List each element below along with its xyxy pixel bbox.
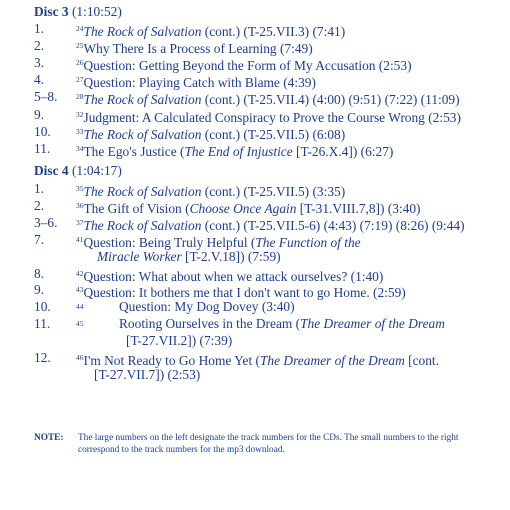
italic-title: Choose Once Again <box>189 200 297 216</box>
track-text: [T-2.V.18]) (7:59) <box>181 248 281 264</box>
track-text: Judgment: A Calculated Conspiracy to Prove the Course Wrong (2:53) <box>83 109 461 125</box>
cd-track-number: 1. <box>34 21 45 36</box>
track-text: Question: Being Truly Helpful ( <box>83 234 256 250</box>
note-text: The large numbers on the left designate the track numbers for the CDs. The small numbers to the right correspond to the track numbers for the mp3 download. <box>78 433 459 455</box>
track-text: Question: My Dog Dovey (3:40) <box>119 299 295 315</box>
track-title <box>76 141 393 160</box>
track-text: The Ego's Justice ( <box>83 143 185 159</box>
mp3-track-number: 24 <box>76 24 84 33</box>
track-text: (cont.) (T-25.VII.3) (7:41) <box>201 24 346 39</box>
italic-title: The Rock of Salvation <box>83 92 202 108</box>
cd-track-number: 10. <box>34 299 51 315</box>
cd-track-number: 3–6. <box>34 214 58 230</box>
track-text: [T-31.VIII.7,8]) (3:40) <box>296 200 421 216</box>
disc-3-duration: (1:10:52) <box>71 4 122 19</box>
disc-4-duration: (1:04:17) <box>71 163 122 178</box>
mp3-track-number: 33 <box>76 126 84 136</box>
disc-3-heading <box>34 4 122 20</box>
mp3-track-number: 41 <box>76 234 84 244</box>
mp3-track-number: 26 <box>76 58 84 68</box>
italic-title: The Rock of Salvation <box>83 24 202 39</box>
cd-track-number: 8. <box>34 265 45 281</box>
cd-track-number: 5–8. <box>34 89 58 105</box>
track-text: [T-27.VII.7]) (2:53) <box>94 366 201 382</box>
disc-4-heading <box>34 163 122 179</box>
mp3-track-number: 44 <box>76 302 84 312</box>
track-text: The Gift of Vision ( <box>83 200 190 216</box>
italic-title: The Function of the <box>255 234 361 250</box>
track-title-continuation <box>97 249 281 265</box>
track-text: Rooting Ourselves in the Dream ( <box>119 316 301 332</box>
disc-4-label: Disc 4 <box>34 163 69 178</box>
italic-title: The Dreamer of the Dream <box>259 353 405 368</box>
cd-track-number: 1. <box>34 181 45 196</box>
cd-track-number: 9. <box>34 282 45 298</box>
track-text: [T-26.X.4]) (6:27) <box>292 143 394 159</box>
track-text: (cont.) (T-25.VII.5-6) (4:43) (7:19) (8:26) (9:44) <box>201 217 465 233</box>
track-title-text <box>119 316 445 332</box>
mp3-track-number: 43 <box>76 285 84 295</box>
mp3-track-number: 25 <box>76 41 84 51</box>
italic-title: The End of Injustice <box>184 143 293 159</box>
mp3-track-number: 27 <box>76 75 84 85</box>
track-text: [cont. <box>404 353 439 368</box>
track-title-continuation <box>126 333 232 349</box>
cd-track-number: 2. <box>34 38 45 54</box>
mp3-track-number: 32 <box>76 109 84 119</box>
cd-track-number: 3. <box>34 55 45 71</box>
italic-title: The Rock of Salvation <box>83 217 202 233</box>
track-text: (cont.) (T-25.VII.5) (3:35) <box>201 184 346 199</box>
track-text: Question: Playing Catch with Blame (4:39) <box>83 75 316 91</box>
mp3-track-number: 36 <box>76 200 84 210</box>
mp3-track-number: 46 <box>76 353 84 362</box>
track-text: Question: Getting Beyond the Form of My Accusation (2:53) <box>83 58 412 74</box>
track-title <box>76 316 445 335</box>
track-text: (cont.) (T-25.VII.5) (6:08) <box>201 126 346 142</box>
track-title-continuation <box>94 367 200 383</box>
cd-track-number: 11. <box>34 316 51 332</box>
cd-track-number: 7. <box>34 231 45 247</box>
track-text: I'm Not Ready to Go Home Yet ( <box>83 353 260 368</box>
cd-track-number: 10. <box>34 123 51 139</box>
note-label: NOTE: <box>34 433 64 443</box>
cd-track-number: 9. <box>34 106 45 122</box>
track-text: Question: It bothers me that I don't want to go Home. (2:59) <box>83 285 406 301</box>
cd-track-number: 11. <box>34 140 51 156</box>
italic-title: The Rock of Salvation <box>83 184 202 199</box>
italic-title: The Rock of Salvation <box>83 126 202 142</box>
track-title-text <box>119 299 295 315</box>
track-text: [T-27.VII.2]) (7:39) <box>126 333 233 349</box>
disc-3-label: Disc 3 <box>34 4 69 19</box>
track-text: (cont.) (T-25.VII.4) (4:00) (9:51) (7:22) (11:09) <box>201 92 460 108</box>
cd-track-number: 4. <box>34 72 45 88</box>
mp3-track-number: 37 <box>76 217 84 227</box>
mp3-track-number: 34 <box>76 143 84 153</box>
cd-track-number: 2. <box>34 197 45 213</box>
mp3-track-number: 45 <box>76 319 84 329</box>
track-text: Why There Is a Process of Learning (7:49) <box>83 41 313 57</box>
italic-title: The Dreamer of the Dream <box>300 316 445 332</box>
track-text: Question: What about when we attack ourselves? (1:40) <box>83 268 384 284</box>
mp3-track-number: 28 <box>76 92 84 102</box>
italic-title: Miracle Worker <box>97 248 182 264</box>
mp3-track-number: 42 <box>76 268 84 278</box>
mp3-track-number: 35 <box>76 184 84 193</box>
cd-track-number: 12. <box>34 350 51 365</box>
